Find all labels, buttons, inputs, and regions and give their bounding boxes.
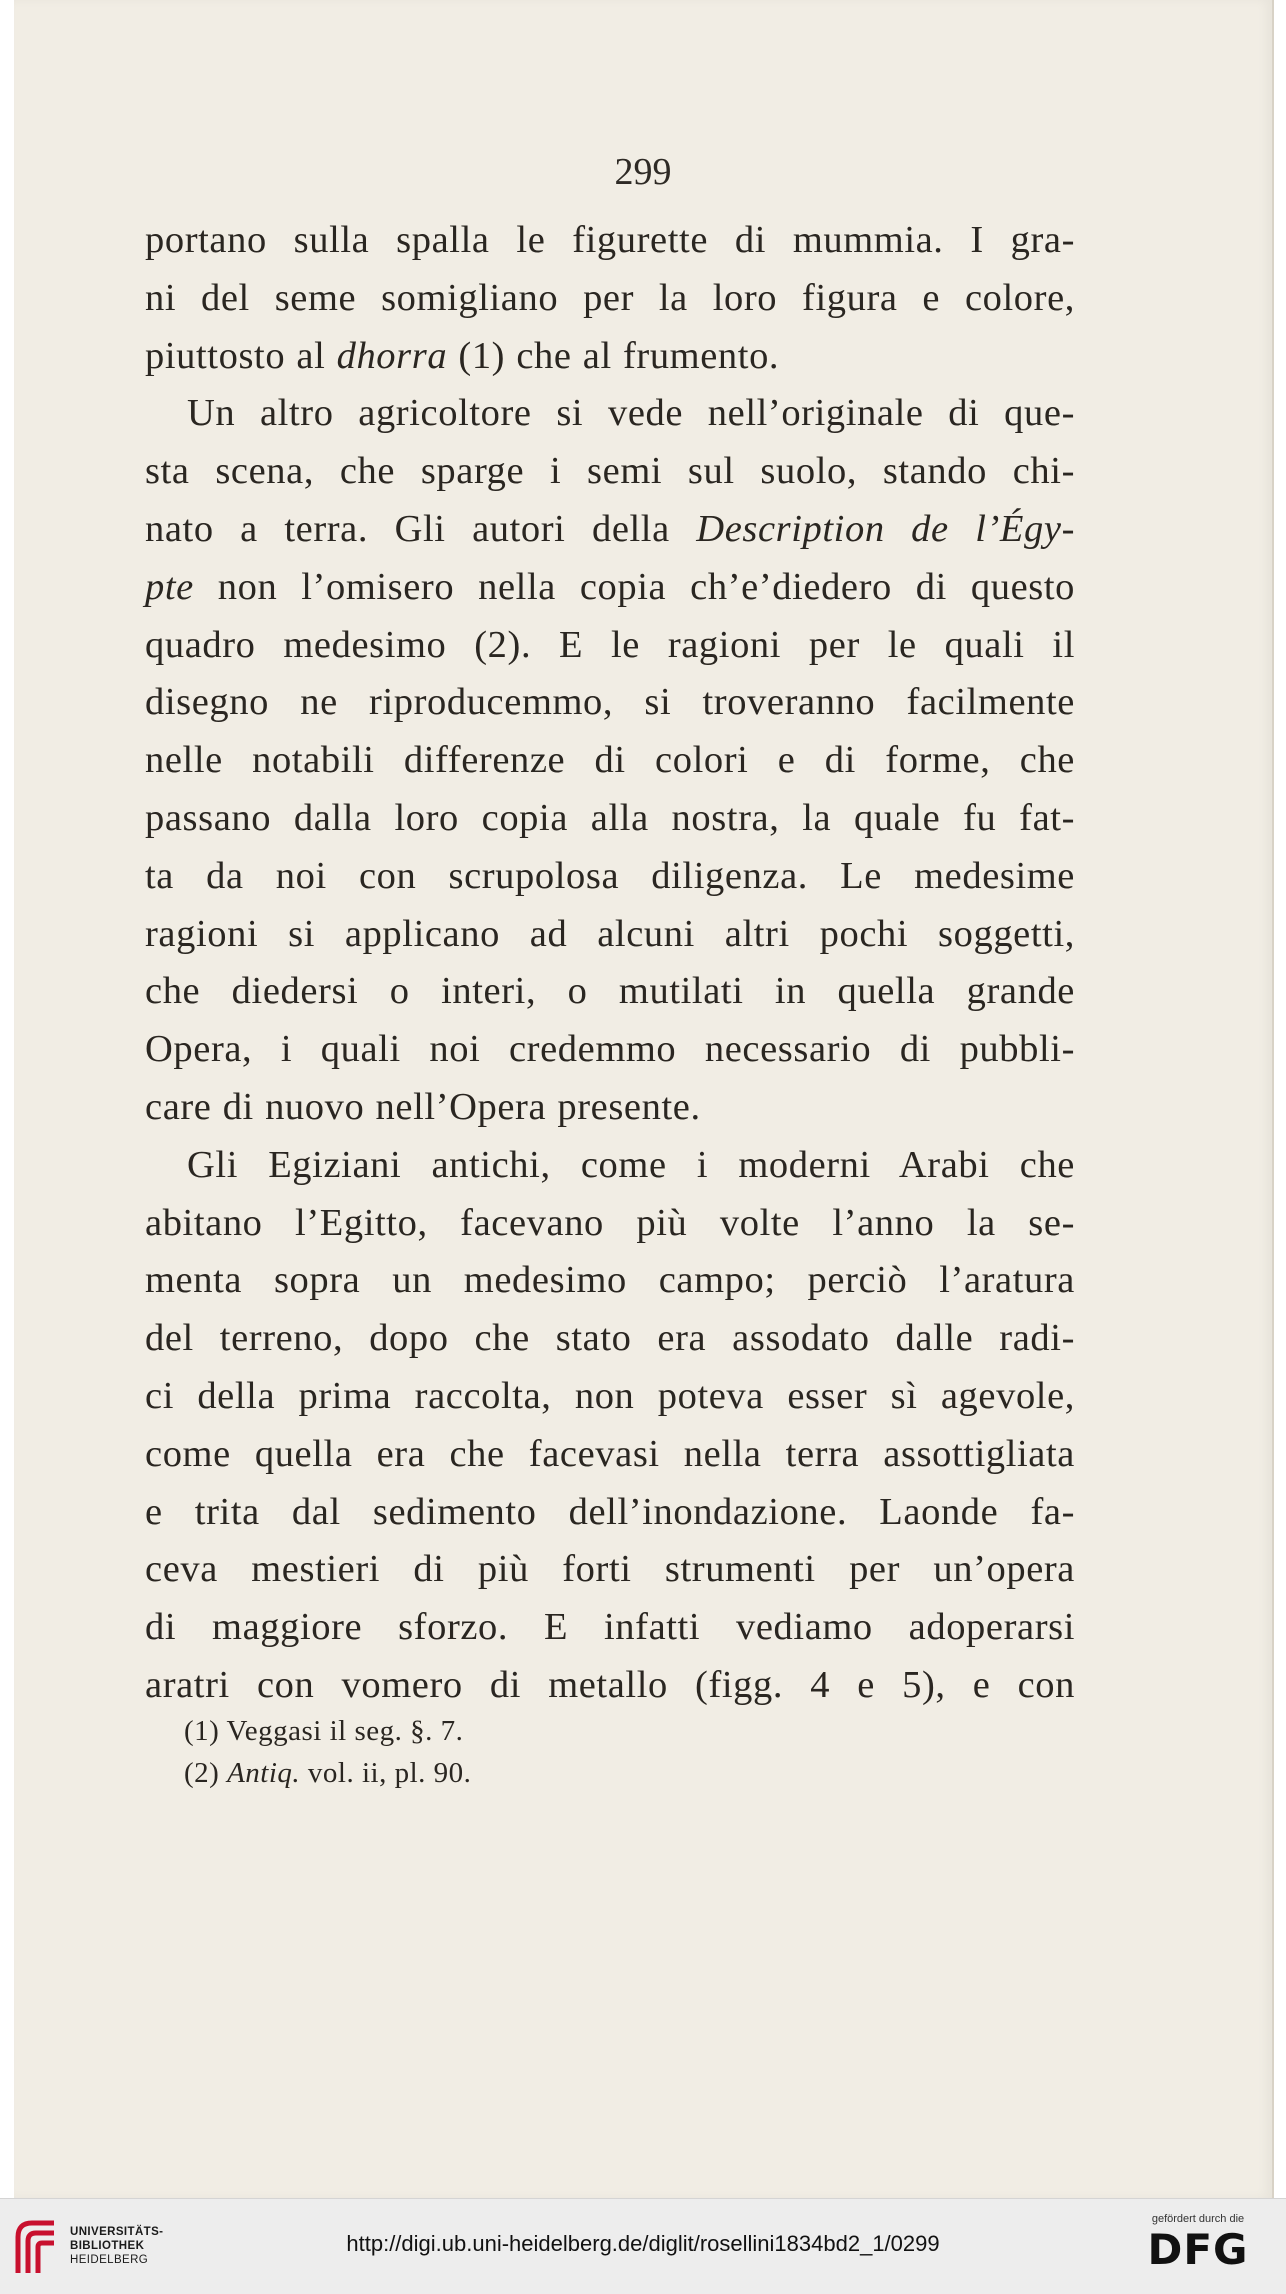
text-line: quadro medesimo (2). E le ragioni per le quali il (145, 623, 1075, 666)
text-line (145, 328, 1075, 386)
text-line: ni del seme somigliano per la loro figura e colore, (145, 276, 1075, 319)
italic-title: pte (145, 565, 194, 608)
text-line: aratri con vomero di metallo (figg. 4 e 5), e con (145, 1663, 1075, 1706)
footnote-mark: (1) (184, 1715, 220, 1747)
text-line: di maggiore sforzo. E infatti vediamo adoperarsi (145, 1606, 1075, 1649)
text-line: e trita dal sedimento dell’inondazione. Laonde fa- (145, 1490, 1075, 1533)
text-line: ta da noi con scrupolosa diligenza. Le medesime (145, 854, 1075, 897)
library-line: UNIVERSITÄTS- (70, 2226, 164, 2238)
text-line: passano dalla loro copia alla nostra, la quale fu fat- (145, 796, 1075, 839)
text-line: del terreno, dopo che stato era assodato dalle radi- (145, 1317, 1075, 1360)
italic-term: dhorra (336, 334, 448, 377)
text-segment: non l’omisero nella copia ch’e’diedero di questo (193, 565, 1075, 608)
italic-title: Description de l’Égy- (696, 507, 1075, 550)
footnotes (184, 1710, 471, 1794)
footnote-2 (184, 1752, 471, 1794)
footnote-mark: (2) (184, 1757, 220, 1789)
dfg-logo: DFG (1147, 2225, 1249, 2274)
text-line: come quella era che facevasi nella terra assottigliata (145, 1432, 1075, 1475)
body-text (145, 212, 1075, 1715)
text-line: Opera, i quali noi credemmo necessario di pubbli- (145, 1028, 1075, 1071)
sponsor-label: gefördert durch die (1151, 2213, 1245, 2225)
text-line: Un altro agricoltore si vede nell’originale di que- (187, 392, 1075, 435)
text-line: menta sopra un medesimo campo; perciò l’aratura (145, 1259, 1075, 1302)
text-line: nelle notabili differenze di colori e di forme, che (145, 739, 1075, 782)
text-line: ceva mestieri di più forti strumenti per un’opera (145, 1548, 1075, 1591)
text-line (145, 501, 1075, 559)
footnote-text: vol. ii, pl. 90. (300, 1757, 472, 1789)
footnote-text: Veggasi il seg. §. 7. (219, 1715, 464, 1747)
page-number: 299 (614, 151, 672, 193)
text-line: care di nuovo nell’Opera presente. (145, 1085, 701, 1128)
library-line: BIBLIOTHEK (70, 2240, 145, 2252)
text-segment: nato a terra. Gli autori della (145, 507, 697, 550)
text-segment: (1) che al frumento. (447, 334, 780, 377)
text-segment: piuttosto al (145, 334, 337, 377)
footnote-italic: Antiq. (227, 1757, 301, 1789)
scanned-page (14, 0, 1274, 2198)
text-line: Gli Egiziani antichi, come i moderni Arabi che (187, 1143, 1075, 1186)
sponsor-block (1128, 2213, 1268, 2273)
library-line: HEIDELBERG (70, 2254, 149, 2266)
permalink-url[interactable]: http://digi.ub.uni-heidelberg.de/diglit/rosellini1834bd2_1/0299 (346, 2231, 940, 2256)
text-line (145, 559, 1075, 617)
text-line: ci della prima raccolta, non poteva esser sì agevole, (145, 1374, 1075, 1417)
text-line: ragioni si applicano ad alcuni altri pochi soggetti, (145, 912, 1075, 955)
footnote-1 (184, 1710, 471, 1752)
text-line: sta scena, che sparge i semi sul suolo, stando chi- (145, 450, 1075, 493)
text-line: portano sulla spalla le figurette di mummia. I gra- (145, 219, 1075, 261)
text-line: che diedersi o interi, o mutilati in quella grande (145, 970, 1075, 1013)
footer-bar (0, 2198, 1286, 2294)
text-line: disegno ne riproducemmo, si troveranno facilmente (145, 681, 1075, 724)
text-line: abitano l’Egitto, facevano più volte l’anno la se- (145, 1201, 1075, 1244)
